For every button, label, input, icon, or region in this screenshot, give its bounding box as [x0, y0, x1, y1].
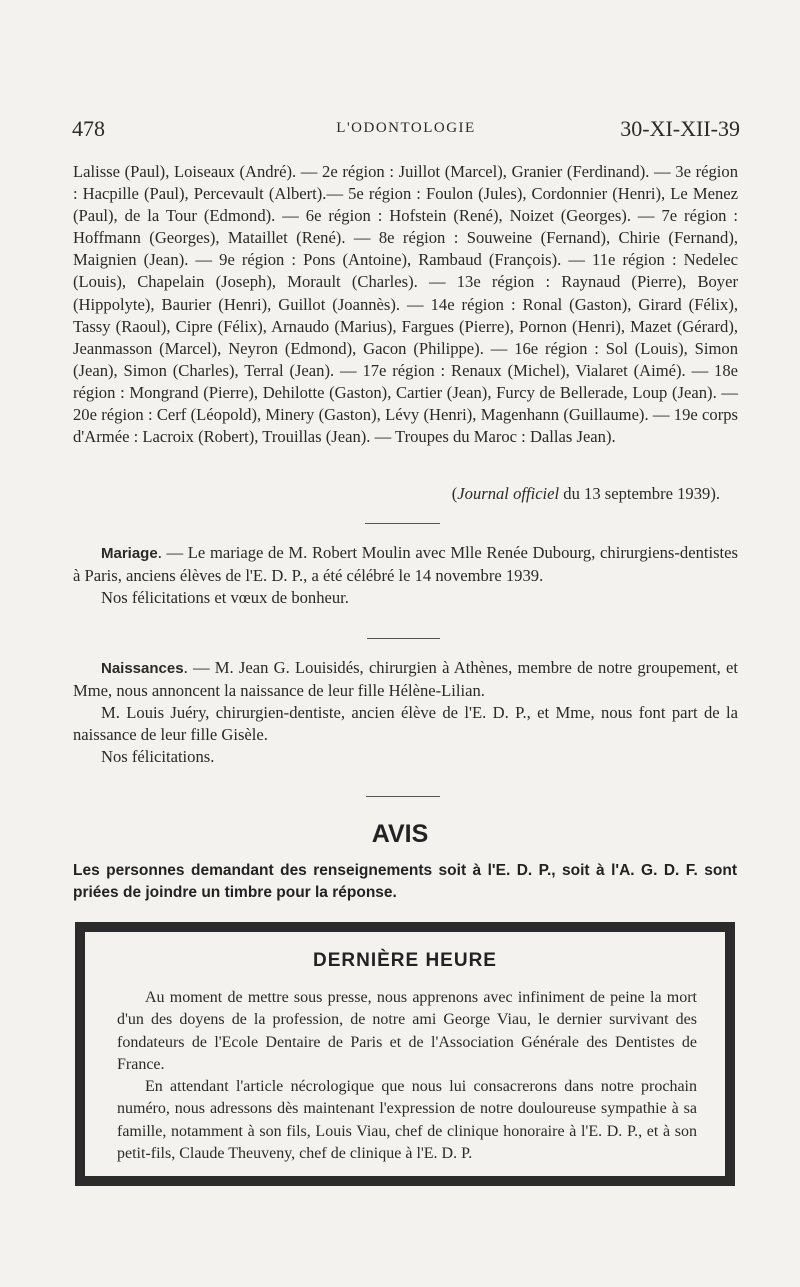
avis-title: AVIS — [371, 820, 429, 848]
naissances-wishes: Nos félicitations. — [101, 747, 215, 767]
avis-text: Les personnes demandant des renseignements soit à l'E. D. P., soit à l'A. G. D. F. sont priées de joindre un timbre pour la réponse. — [73, 862, 737, 901]
issue-date: 30-XI-XII-39 — [620, 116, 740, 141]
mariage-paragraph — [73, 542, 738, 587]
section-divider — [365, 523, 440, 524]
naissances-paragraph — [73, 657, 738, 702]
source-prefix: ( — [451, 484, 458, 503]
naissances-second: M. Louis Juéry, chirurgien-dentiste, ancien élève de l'E. D. P., et Mme, nous font part de la naissance de leur fille Gisèle. — [73, 703, 738, 745]
source-citation — [452, 484, 720, 504]
promotions-list — [73, 161, 738, 448]
source-suffix: du 13 septembre 1939). — [559, 484, 720, 503]
mariage-section — [73, 542, 738, 609]
derniere-heure-title: DERNIÈRE HEURE — [313, 950, 497, 971]
section-divider — [367, 638, 440, 639]
naissances-section — [73, 657, 738, 768]
derniere-heure-box — [75, 922, 735, 1186]
section-divider — [366, 796, 440, 797]
mariage-wishes: Nos félicitations et vœux de bonheur. — [101, 588, 349, 608]
naissances-label: Naissances — [101, 660, 184, 677]
naissances-text: . — M. Jean G. Louisidés, chirurgien à Athènes, membre de notre groupement, et Mme, nous annoncent la naissance de leur fille Hélène-Lilian. — [73, 658, 738, 701]
page-number: 478 — [72, 116, 105, 141]
page-header — [72, 116, 740, 146]
mariage-text: . — Le mariage de M. Robert Moulin avec Mlle Renée Dubourg, chirurgiens-dentistes à Paris, anciens élèves de l'E. D. P., a été célébré le 14 novembre 1939. — [73, 543, 738, 586]
derniere-heure-paragraph-2: En attendant l'article nécrologique que nous lui consacrerons dans notre prochain numéro, nous adressons dès maintenant l'expression de notre douloureuse sympathie à sa famille, notamment à son fils, Louis Viau, chef de clinique honoraire à l'E. D. P., et à son petit-fils, Claude Theuveny, chef de clinique à l'E. D. P. — [117, 1078, 697, 1163]
running-title: L'ODONTOLOGIE — [336, 120, 476, 136]
source-journal: Journal officiel — [457, 484, 560, 503]
derniere-heure-paragraph-1: Au moment de mettre sous presse, nous apprenons avec infiniment de peine la mort d'un des doyens de la profession, de notre ami George Viau, le dernier survivant des fondateurs de l'Ecole Dentaire de Paris et de l'Association Générale des Dentistes de France. — [117, 989, 697, 1073]
mariage-label: Mariage — [101, 545, 158, 562]
derniere-heure-body — [117, 987, 697, 1165]
promotions-paragraph: Lalisse (Paul), Loiseaux (André). — 2e région : Juillot (Marcel), Granier (Ferdinand). — 3e région : Hacpille (Paul), Percevault (Albert).— 5e région : Foulon (Jules), Cordonnier (Henri), Le Menez (Paul), de la Tour (Edmond). — 6e région : Hofstein (René), Noizet (Georges). — 7e région : Hoffmann (Georges), Mataillet (René). — 8e région : Souweine (Fernand), Chirie (Fernand), Maignien (Jean). — 9e région : Pons (Antoine), Rambaud (François). — 11e région : Nedelec (Louis), Chapelain (Joseph), Morault (Charles). — 13e région : Raynaud (Pierre), Boyer (Hippolyte), Baurier (Henri), Guillot (Joannès). — 14e région : Ronal (Gaston), Girard (Félix), Tassy (Raoul), Cipre (Félix), Arnaudo (Marius), Fargues (Pierre), Pornon (Henri), Mazet (Gérard), Jeanmasson (Marcel), Neyron (Edmond), Gacon (Philippe). — 16e région : Sol (Louis), Simon (Jean), Simon (Charles), Terral (Jean). — 17e région : Renaux (Michel), Vialaret (Aimé). — 18e région : Mongrand (Pierre), Dehilotte (Gaston), Cartier (Jean), Furcy de Bellerade, Loup (Jean). — 20e région : Cerf (Léopold), Minery (Gaston), Lévy (Henri), Magenhann (Guillaume). — 19e corps d'Armée : Lacroix (Robert), Trouillas (Jean). — Troupes du Maroc : Dallas Jean). — [73, 162, 738, 447]
